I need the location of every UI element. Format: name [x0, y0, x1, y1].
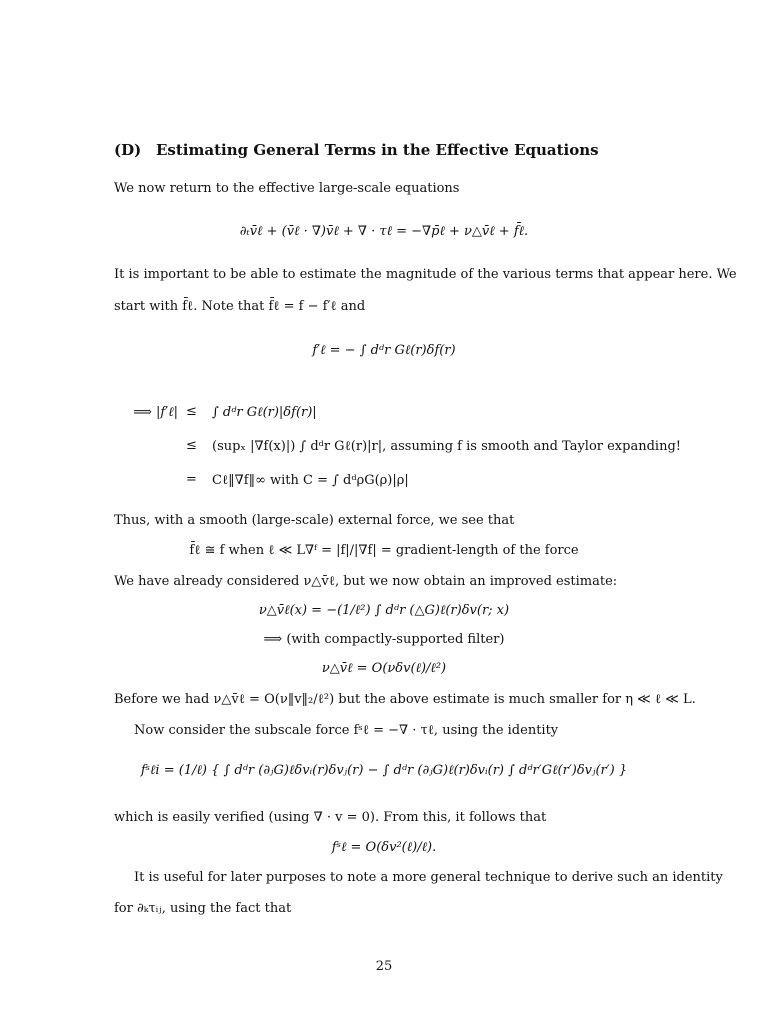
page-number: 25 — [375, 959, 393, 974]
align-rhs: ∫ dᵈr Gℓ(r)|δf(r)| — [212, 405, 317, 420]
equation-viscous-order: ν△v̄ℓ = O(νδv(ℓ)/ℓ²) — [321, 661, 447, 676]
section-label: (D) — [114, 141, 142, 159]
paragraph-3: start with f̄ℓ. Note that f̄ℓ = f − f′ℓ and — [114, 299, 366, 314]
paragraph-4: Thus, with a smooth (large-scale) external force, we see that — [114, 513, 515, 528]
paragraph-7: Now consider the subscale force fˢℓ = −∇ · τℓ, using the identity — [134, 723, 559, 738]
align-relation: ≤ — [186, 438, 197, 453]
section-heading — [114, 141, 599, 159]
equation-implication: ⟹ (with compactly-supported filter) — [263, 632, 505, 647]
paragraph-9: It is useful for later purposes to note a more general technique to derive such an identity — [134, 870, 723, 885]
align-lhs: ⟹ |f′ℓ| — [133, 405, 178, 420]
equation-effective: ∂ₜv̄ℓ + (v̄ℓ · ∇)v̄ℓ + ∇ · τℓ = −∇p̄ℓ + ν△v̄ℓ + f̄ℓ. — [239, 224, 529, 239]
paragraph-6: Before we had ν△v̄ℓ = O(ν‖v‖₂/ℓ²) but the above estimate is much smaller for η ≪ ℓ ≪ L. — [114, 692, 696, 707]
align-relation: ≤ — [186, 404, 197, 419]
paragraph-5: We have already considered ν△v̄ℓ, but we now obtain an improved estimate: — [114, 574, 618, 589]
align-row-2 — [0, 432, 768, 462]
paragraph-2: It is important to be able to estimate the magnitude of the various terms that appear here. We — [114, 267, 737, 282]
align-relation: = — [186, 472, 197, 487]
align-rhs: (supₓ |∇f(x)|) ∫ dᵈr Gℓ(r)|r|, assuming f is smooth and Taylor expanding! — [212, 439, 681, 454]
align-row-3 — [0, 466, 768, 496]
paragraph-10: for ∂ₖτᵢⱼ, using the fact that — [114, 901, 292, 916]
section-title: Estimating General Terms in the Effective Equations — [156, 141, 599, 159]
align-row-1 — [0, 398, 768, 428]
align-rhs: Cℓ‖∇f‖∞ with C = ∫ dᵈρG(ρ)|ρ| — [212, 473, 409, 488]
equation-viscous-estimate: ν△v̄ℓ(x) = −(1/ℓ²) ∫ dᵈr (△G)ℓ(r)δv(r; x) — [258, 603, 510, 618]
paragraph-1: We now return to the effective large-scale equations — [114, 181, 460, 196]
paragraph-8: which is easily verified (using ∇ · v = 0). From this, it follows that — [114, 810, 547, 825]
equation-subscale-force: f′ℓ = − ∫ dᵈr Gℓ(r)δf(r) — [312, 343, 456, 358]
equation-identity: fˢℓi = (1/ℓ) { ∫ dᵈr (∂ⱼG)ℓδvᵢ(r)δvⱼ(r) − ∫ dᵈr (∂ⱼG)ℓ(r)δvᵢ(r) ∫ dᵈr′Gℓ(r′)δvⱼ(r′) } — [140, 763, 628, 778]
equation-force-estimate: f̄ℓ ≅ f when ℓ ≪ L∇ᶠ = |f|/|∇f| = gradient-length of the force — [189, 543, 579, 558]
equation-subscale-order: fˢℓ = O(δv²(ℓ)/ℓ). — [331, 840, 437, 855]
